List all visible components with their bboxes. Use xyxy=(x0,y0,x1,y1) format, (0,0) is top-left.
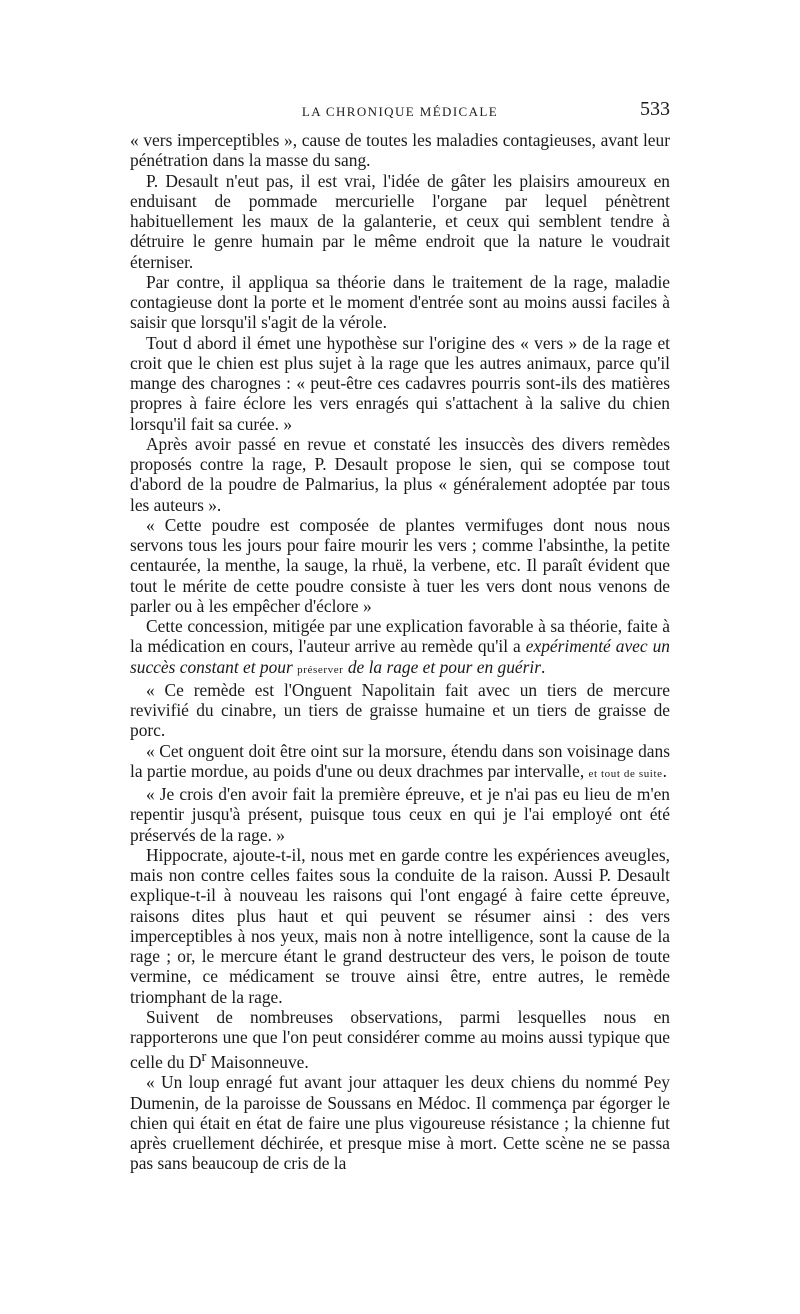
paragraph-text: « vers imperceptibles », cause de toutes les maladies contagieuses, avant leur pénétration dans la masse du sang. xyxy=(130,130,670,171)
paragraph xyxy=(130,434,670,515)
paragraph xyxy=(130,680,670,741)
small-caps-text: préserver xyxy=(297,663,344,676)
paragraph-text: . xyxy=(662,760,667,781)
paragraph-text: « Cette poudre est composée de plantes vermifuges dont nous nous servons tous les jours pour faire mourir les vers ; comme l'absinthe, la petite centaurée, la menthe, la sauge, la rhuë, la verbene, etc. Il paraît évident que tout le mérite de cette poudre consiste à tuer les vers dont nous venons de parler ou à les empêcher d'éclore » xyxy=(130,514,670,616)
paragraph-text: Après avoir passé en revue et constaté les insuccès des divers remèdes proposés contre la rage, P. Desault propose le sien, qui se compose tout d'abord de la poudre de Palmarius, la plus « généralement adoptée par tous les auteurs ». xyxy=(130,433,670,515)
paragraph-text: « Je crois d'en avoir fait la première épreuve, et je n'ai pas eu lieu de m'en repentir jusqu'à présent, puisque tous ceux en qui je l'ai employé ont été préservés de la rage. » xyxy=(130,784,670,845)
paragraph xyxy=(130,1072,670,1173)
paragraph-text: P. Desault n'eut pas, il est vrai, l'idée de gâter les plaisirs amoureux en enduisant de pommade mercurielle l'organe par lequel pénètrent habituellement les maux de la galanterie, et ceux qui semblent tendre à détruire le genre humain par le même endroit que la nature le voudrait éterniser. xyxy=(130,170,670,272)
paragraph-text: Suivent de nombreuses observations, parmi lesquelles nous en rapporterons une que l'on peut considérer comme au moins aussi typique que celle du D xyxy=(130,1006,670,1073)
small-caps-text: et tout de suite xyxy=(588,767,663,780)
paragraph xyxy=(130,616,670,680)
paragraph xyxy=(130,171,670,272)
paragraph-text: Hippocrate, ajoute-t-il, nous met en garde contre les expériences aveugles, mais non contre celles faites sous la conduite de la raison. Aussi P. Desault explique-t-il à nouveau les raisons qui l'ont engagé à faire cette épreuve, raisons dites plus haut et qui peuvent se résumer ainsi : des vers imperceptibles à nos yeux, mais non à notre intelligence, sont la cause de la rage ; or, le mercure étant le grand destructeur des vers, le poison de toute vermine, ce médicament se trouve ainsi être, entre autres, le remède triomphant de la rage. xyxy=(130,844,670,1007)
paragraph xyxy=(130,130,670,171)
running-head xyxy=(130,98,670,126)
paragraph xyxy=(130,333,670,434)
paragraph xyxy=(130,784,670,845)
paragraph xyxy=(130,515,670,616)
page-number: 533 xyxy=(640,98,670,120)
italic-text: de la rage et pour en guérir xyxy=(347,656,542,677)
paragraph-text: Cette concession, mitigée par une explication favorable à sa théorie, faite à la médication en cours, l'auteur arrive au remède qu'il a xyxy=(130,616,670,657)
paragraph xyxy=(130,1007,670,1073)
superscript-text: r xyxy=(201,1049,207,1066)
paragraph-text: « Ce remède est l'Onguent Napolitain fait avec un tiers de mercure revivifié du cinabre, un tiers de graisse humaine et un tiers de graisse de porc. xyxy=(130,679,670,741)
paragraph-text: « Un loup enragé fut avant jour attaquer les deux chiens du nommé Pey Dumenin, de la paroisse de Soussans en Médoc. Il commença par égorger le chien qui était en état de faire une plus vigoureuse résistance ; la chienne fut après cruellement déchirée, et presque mise à mort. Cette scène ne se passa pas sans beaucoup de cris de la xyxy=(130,1072,670,1174)
running-title: LA CHRONIQUE MÉDICALE xyxy=(301,104,499,119)
body-text xyxy=(130,130,670,1174)
paragraph xyxy=(130,741,670,785)
paragraph-text: Tout d abord il émet une hypothèse sur l'origine des « vers » de la rage et croit que le chien est plus sujet à la rage que les autres animaux, parce qu'il mange des charognes : « peut-être ces cadavres pourris sont-ils des matières propres à faire éclore les vers enragés qui s'attachent à la salive du chien lorsqu'il fait sa curée. » xyxy=(130,332,670,434)
paragraph-text: Par contre, il appliqua sa théorie dans le traitement de la rage, maladie contagieuse dont la porte et le moment d'entrée sont au moins aussi faciles à saisir que lorsqu'il s'agit de la vérole. xyxy=(130,271,670,333)
paragraph-text: « Cet onguent doit être oint sur la morsure, étendu dans son voisinage dans la partie mordue, au poids d'une ou deux drachmes par intervalle, xyxy=(130,740,670,781)
italic-text: expérimenté avec un succès constant et pour xyxy=(130,636,670,677)
paragraph xyxy=(130,845,670,1007)
paragraph-text: . xyxy=(541,656,546,677)
paragraph xyxy=(130,272,670,333)
paragraph-text: Maisonneuve. xyxy=(206,1052,309,1073)
